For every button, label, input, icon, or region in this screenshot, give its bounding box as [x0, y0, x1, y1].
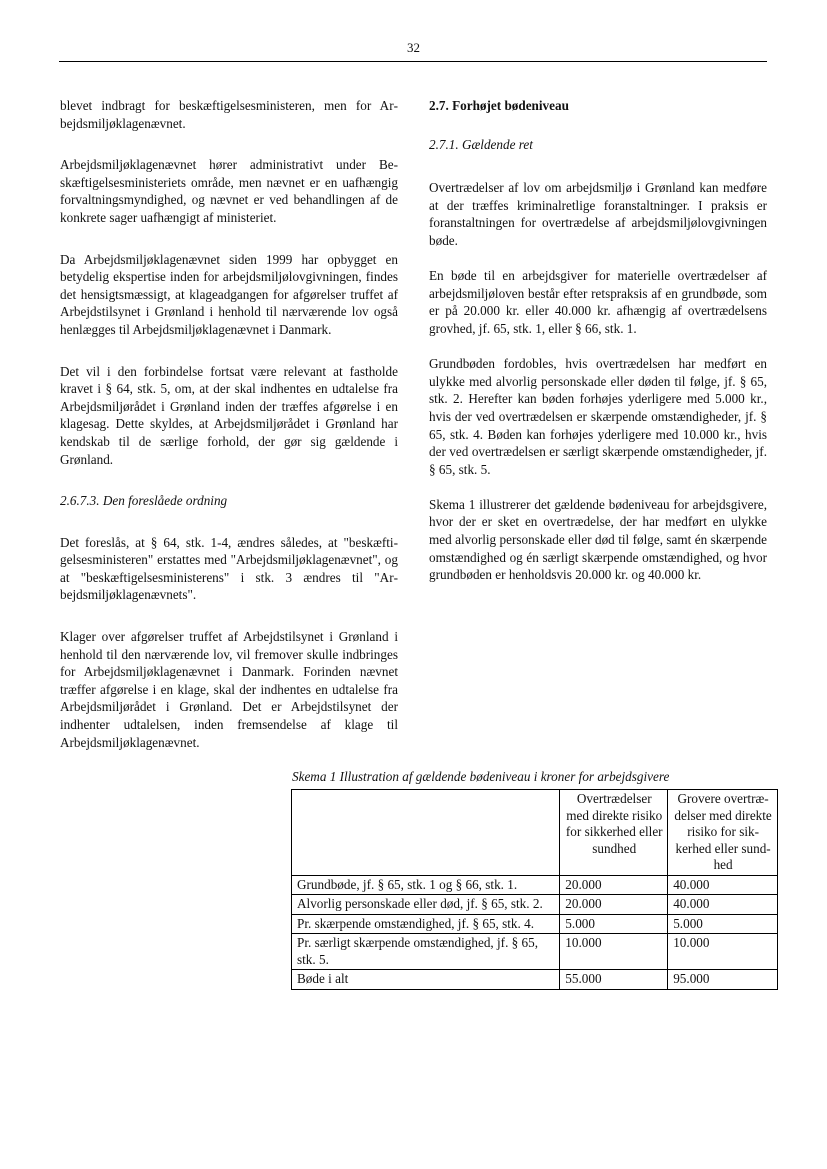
table-cell: 55.000: [560, 970, 668, 990]
table-cell: 40.000: [668, 895, 778, 915]
table-cell: Pr. særligt skærpende omstændighed, jf. § 65, stk. 5.: [292, 934, 560, 970]
table-cell: 5.000: [668, 914, 778, 934]
paragraph: Grundbøden fordobles, hvis overtrædelsen har medført en ulykke med alvorlig personskade eller døden til følge, jf. § 65, stk. 2. Herefter kan bøden forhøjes yderligere med 5.000 kr., hvis der ved overtrædelsen er skærpende omstændigheder, jf. § 65, stk. 4. Bøden kan forhøjes yderligere med 10.000 kr., hvis der ved overtrædelsen er særligt skærpende omstændigheder, jf. § 65, stk. 5.: [429, 356, 767, 477]
table-cell: 5.000: [560, 914, 668, 934]
table-row: [292, 895, 778, 915]
table-cell: Pr. skærpende omstændighed, jf. § 65, stk. 4.: [292, 914, 560, 934]
page-number: 32: [407, 40, 420, 55]
paragraph: Da Arbejdsmiljøklagenævnet siden 1999 har opbygget en betydelig ekspertise inden for arbejdsmiljølovgivningen, findes det hensigtsmæssigt, at klageadgangen for afgørelser truffet af Arbejdstilsynet i Grønland i henhold til nærværende lov også henlægges til Arbejdsmiljøklagenævnet i Danmark.: [60, 251, 398, 337]
table-header-cell: Grovere overtrædelser med direkte risiko for sikkerhed eller sundhed: [668, 790, 778, 876]
paragraph: Det vil i den forbindelse fortsat være relevant at fastholde kravet i § 64, stk. 5, om, at der skal indhentes en udtalelse fra Arbejdsmiljørådet i Grønland inden der træffes afgørelse i en klagesag. Dette skyldes, at Arbejdsmiljørådet i Grønland har kendskab til de særlige forhold, der gør sig gældende i Grønland.: [60, 363, 398, 467]
table-cell: Bøde i alt: [292, 970, 560, 990]
table-caption: Skema 1 Illustration af gældende bødeniveau i kroner for arbejdsgivere: [292, 769, 670, 784]
table-row: [292, 914, 778, 934]
section-heading: 2.7. Forhøjet bødeniveau: [429, 98, 569, 113]
table-cell: Alvorlig personskade eller død, jf. § 65, stk. 2.: [292, 895, 560, 915]
header-rule: [59, 61, 767, 62]
table-cell: 20.000: [560, 895, 668, 915]
fine-level-table: [291, 789, 778, 990]
paragraph: Klager over afgørelser truffet af Arbejdstilsynet i Grønland i henhold til den nærværende lov, vil fremover skulle indbringes for Arbejdsmiljøklagenævnet i Danmark. Forinden nævnet træffer afgørelse i en klage, skal der indhentes en udtalelse fra Arbejdsmiljørådet i Grønland. Det er Arbejdstilsynet der indhenter udtalelsen, inden fremsendelse af klage til Arbejdsmiljøklagenævnet.: [60, 629, 398, 750]
left-column: [60, 97, 398, 775]
table-cell: 10.000: [668, 934, 778, 970]
table-row: [292, 934, 778, 970]
table-cell: 95.000: [668, 970, 778, 990]
paragraph: Overtrædelser af lov om arbejdsmiljø i Grønland kan medføre at der træffes kriminalretlige foranstaltninger. I praksis er foranstaltningen for overtrædelse af arbejdsmiljølovgivningen bøde.: [429, 180, 767, 248]
right-column: [429, 97, 767, 601]
subsection-heading: 2.6.7.3. Den foreslåede ordning: [60, 493, 228, 509]
table-header-row: [292, 790, 778, 876]
subsection-heading: 2.7.1. Gældende ret: [429, 136, 533, 152]
table-row: [292, 875, 778, 895]
table-cell: 40.000: [668, 875, 778, 895]
table-header-cell: [292, 790, 560, 876]
table-cell: 20.000: [560, 875, 668, 895]
table-row: [292, 970, 778, 990]
paragraph: En bøde til en arbejdsgiver for materielle overtrædelser af arbejdsmiljøloven består efter retspraksis af en grundbøde, som er på 20.000 kr. eller 40.000 kr. afhængig af overtrædelsens grovhed, jf. 65, stk. 1, eller § 66, stk. 1.: [429, 268, 767, 336]
table-cell: 10.000: [560, 934, 668, 970]
paragraph: blevet indbragt for beskæftigelsesministeren, men for Arbejdsmiljøklagenævnet.: [60, 98, 398, 131]
paragraph: Skema 1 illustrerer det gældende bødeniveau for arbejdsgivere, hvor der er sket en overtrædelse, der har medført en ulykke med alvorlig personskade eller død til følge, samt én skærpende omstændighed og én særligt skærpende omstændighed, og hvor grundbøden er henholdsvis 20.000 kr. og 40.000 kr.: [429, 496, 767, 583]
table-cell: Grundbøde, jf. § 65, stk. 1 og § 66, stk. 1.: [292, 875, 560, 895]
paragraph: Arbejdsmiljøklagenævnet hører administrativt under Beskæftigelsesministeriets område, men nævnet er en uafhængig forvaltningsmyndighed, og nævnet er ved behandlingen af de konkrete sager uafhængigt af ministeriet.: [60, 157, 398, 225]
table-header-cell: Overtrædelser med direkte risiko for sikkerhed eller sundhed: [560, 790, 668, 876]
paragraph: Det foreslås, at § 64, stk. 1-4, ændres således, at "beskæftigelsesministeren" erstattes med "Arbejdsmiljøklagenævnet", og at "beskæftigelsesministerens" i stk. 3 ændres til "Arbejdsmiljøklagenævnets".: [60, 534, 398, 603]
